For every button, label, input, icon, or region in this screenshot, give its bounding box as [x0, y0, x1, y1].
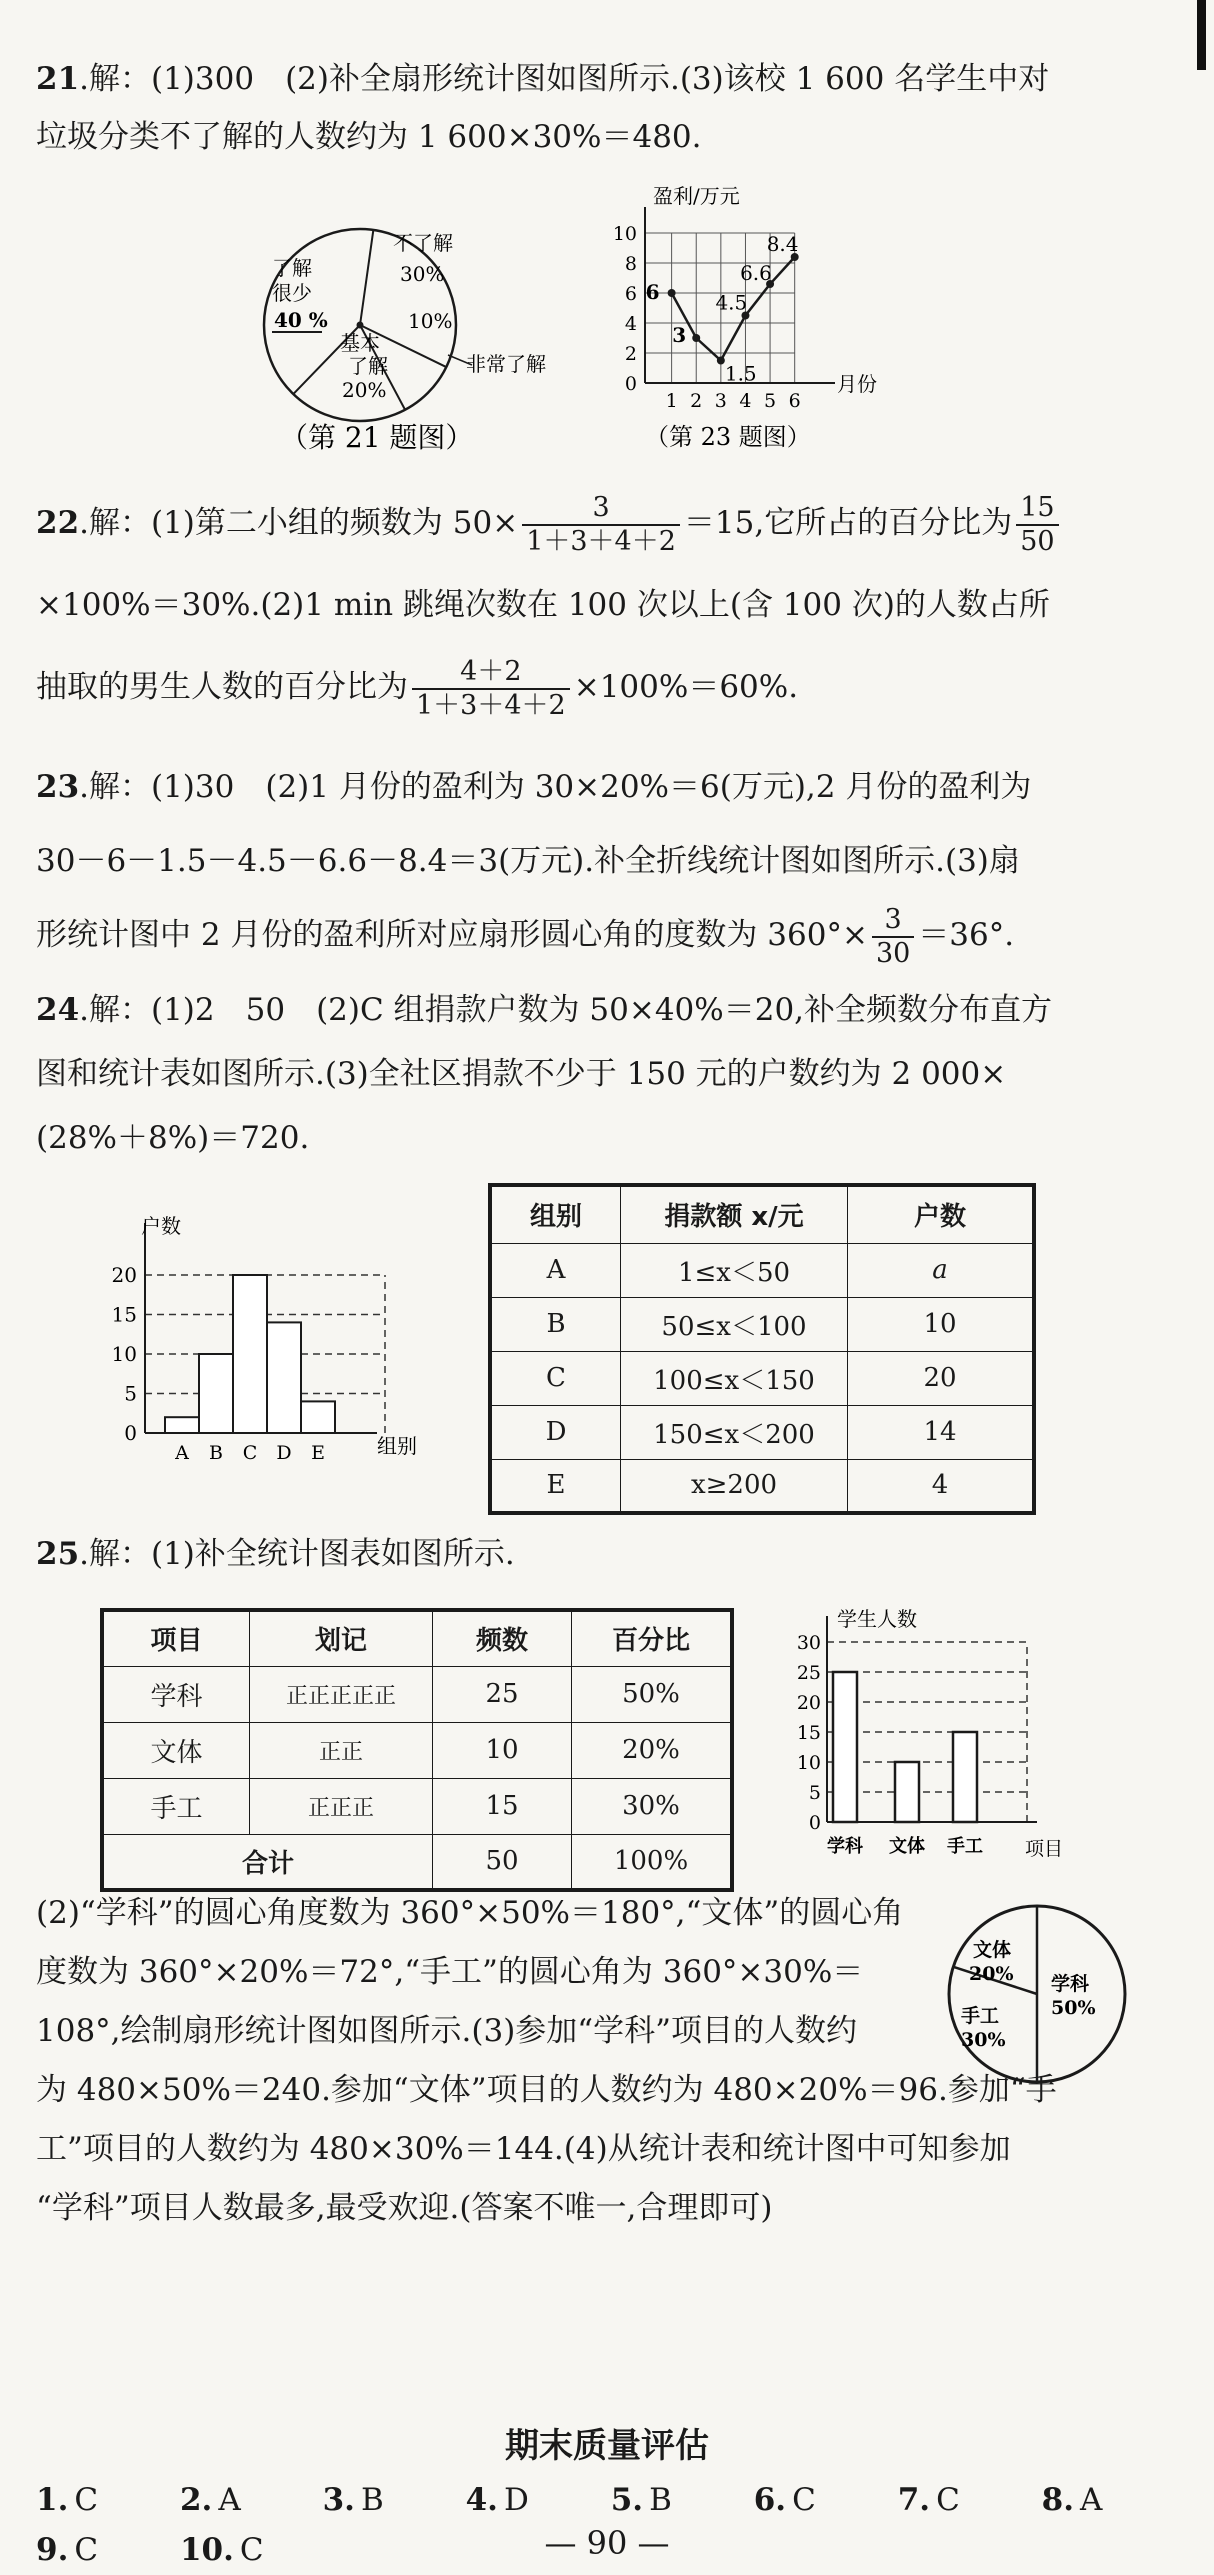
table-cell: 正正正: [250, 1778, 433, 1834]
fig25-ytick-label: 25: [796, 1662, 821, 1684]
q22-text: 22.解：(1)第二小组的频数为 50× $\frac{3}{1+3+4+2}$ ＝15,它所占的百分比为 $\frac{15}{50}$ ×100%＝30%.(2)1 min 跳绳次数在 100 次以上(含 100 次)的人数占所 抽取的男生人数的百分比为 $\frac{4+2}{1+3+4+2}$ ×100%＝60%.: [36, 482, 1136, 728]
answer-item: 1. C: [36, 2482, 99, 2518]
fig25-ytick-label: 30: [796, 1632, 821, 1654]
fig25-ylabel: 学生人数: [837, 1607, 917, 1631]
fig23-ytick-label: 4: [624, 313, 637, 335]
fig25-bar-chart: [785, 1600, 1085, 1860]
table-cell: B: [490, 1297, 621, 1351]
fig24-histogram: [95, 1205, 455, 1475]
q23-text: 23.解：(1)30 (2)1 月份的盈利为 30×20%＝6(万元),2 月份的盈利为 30－6－1.5－4.5－6.6－8.4＝3(万元).补全折线统计图如图所示.(3)扇 形统计图中 2 月份的盈利所对应扇形圆心角的度数为 360°× $\frac{3}{30}$ ＝36°.: [36, 769, 1032, 969]
page-edge-mark: [1197, 0, 1206, 70]
fig23-ytick-label: 2: [624, 343, 637, 365]
table-cell: 20: [848, 1351, 1035, 1405]
fig24-bar: [233, 1275, 267, 1433]
fig23-xtick-label: 3: [714, 390, 727, 412]
table-cell: 50≤x＜100: [621, 1297, 848, 1351]
table-cell: 50%: [572, 1666, 733, 1722]
fig23-point-label: 1.5: [724, 361, 757, 386]
answer-item: 9. C: [36, 2532, 99, 2568]
table24-header: 组别: [490, 1185, 621, 1243]
table-cell: 30%: [572, 1778, 733, 1834]
fig25-ytick-label: 10: [796, 1752, 821, 1774]
table-cell: 150≤x＜200: [621, 1405, 848, 1459]
fig21-label-feichang: 非常了解: [466, 352, 546, 376]
fig23-point-label: 6.6: [740, 261, 772, 285]
table-cell: 1≤x＜50: [621, 1243, 848, 1297]
fig21-label-buliaojie: 不了解: [393, 231, 453, 255]
table-cell: 20%: [572, 1722, 733, 1778]
fig23-xlabel: 月份: [837, 372, 877, 396]
table-cell: C: [490, 1351, 621, 1405]
q22-fraction-1: $\frac{3}{1+3+4+2}$: [522, 492, 680, 556]
table-row: [490, 1297, 1034, 1351]
fig25-pie-label-wenti-pct: 20%: [969, 1963, 1014, 1985]
table-cell: D: [490, 1405, 621, 1459]
fig21-label-henshao-2: 很少: [272, 281, 312, 305]
answer-item: 7. C: [897, 2482, 960, 2518]
table-cell: E: [490, 1459, 621, 1513]
answer-item: 8. A: [1041, 2482, 1103, 2518]
answer-item: 5. B: [610, 2482, 672, 2518]
fig25-pie-label-shougong: 手工: [961, 2005, 1000, 2027]
table-cell: 100≤x＜150: [621, 1351, 848, 1405]
answer-item: 3. B: [322, 2482, 384, 2518]
fig23-ytick-label: 10: [612, 223, 637, 245]
fig24-ytick-label: 5: [124, 1381, 137, 1406]
fig23-data-point: [668, 289, 676, 297]
fig25-pie-chart: [935, 1896, 1145, 2096]
fig23-ytick-label: 0: [624, 373, 637, 395]
q22-fraction-3: $\frac{4+2}{1+3+4+2}$: [412, 656, 570, 720]
fig24-category-label: A: [175, 1442, 189, 1464]
table-cell: 10: [433, 1722, 572, 1778]
fig24-category-label: B: [209, 1442, 223, 1464]
answer-item: 2. A: [179, 2482, 241, 2518]
fig25-ytick-label: 5: [808, 1782, 821, 1804]
section-title: 期末质量评估: [505, 2426, 709, 2466]
fig24-ytick-label: 15: [111, 1302, 137, 1327]
fig23-ytick-label: 6: [624, 283, 637, 305]
table-cell: 14: [848, 1405, 1035, 1459]
q25-part2-text: 为 480×50%＝240.参加“文体”项目的人数约为 480×20%＝96.参加“手 工”项目的人数约为 480×30%＝144.(4)从统计表和统计图中可知参加 “学科”项目人数最多,最受欢迎.(答案不唯一,合理即可): [36, 2072, 1057, 2226]
table-cell: 50: [433, 1834, 572, 1890]
q25-part2-text-wrapped: (2)“学科”的圆心角度数为 360°×50%＝180°,“文体”的圆心角 度数为 360°×20%＝72°,“手工”的圆心角为 360°×30%＝ 108°,绘制扇形统计图如图所示.(3)参加“学科”项目的人数约: [36, 1895, 904, 2049]
fig21-pie-chart: [240, 215, 580, 455]
table-row: [490, 1405, 1034, 1459]
table-cell: a: [848, 1243, 1035, 1297]
table24: [488, 1183, 1036, 1515]
fig21-caption: （第 21 题图）: [280, 421, 474, 454]
fig24-ytick-label: 10: [111, 1342, 137, 1366]
fig23-data-point: [692, 334, 700, 342]
fig23-xtick-label: 6: [788, 390, 801, 412]
table25: [100, 1608, 734, 1892]
q25-text: 25.解：(1)补全统计图表如图所示.: [36, 1536, 515, 1572]
table-cell: A: [490, 1243, 621, 1297]
answer-item: 4. D: [465, 2482, 529, 2518]
fig25-pie-label-xueke-pct: 50%: [1051, 1997, 1096, 2019]
fig24-category-label: D: [276, 1442, 292, 1464]
fig23-point-label: 8.4: [766, 232, 799, 256]
fig25-category-label: 学科: [827, 1836, 863, 1857]
fig21-label-feichang-pct: 10%: [408, 309, 453, 333]
fig21-label-jiben-1: 基本: [340, 331, 380, 355]
fig23-xtick-label: 5: [764, 390, 777, 412]
table25-header: 百分比: [572, 1610, 733, 1666]
table-cell: 正正: [250, 1722, 433, 1778]
fig25-ytick-label: 0: [808, 1812, 821, 1834]
table-cell: 文体: [102, 1722, 250, 1778]
q24-text: 24.解：(1)2 50 (2)C 组捐款户数为 50×40%＝20,补全频数分布直方 图和统计表如图所示.(3)全社区捐款不少于 150 元的户数约为 2 000× (28%＋8%)＝720.: [36, 992, 1053, 1156]
answer-item: 6. C: [753, 2482, 816, 2518]
q23-fraction: $\frac{3}{30}$: [872, 904, 914, 968]
fig25-xlabel: 项目: [1025, 1838, 1064, 1860]
fig25-ytick-label: 20: [796, 1692, 821, 1714]
fig25-bar: [895, 1762, 919, 1822]
table-row: [490, 1351, 1034, 1405]
fig24-category-label: E: [311, 1442, 325, 1464]
table-cell: 手工: [102, 1778, 250, 1834]
table-row: [102, 1666, 732, 1722]
fig23-xtick-label: 1: [665, 390, 678, 412]
table-cell: x≥200: [621, 1459, 848, 1513]
fig21-center-dot: [358, 323, 363, 328]
fig25-category-label: 文体: [889, 1836, 925, 1857]
table-row: [490, 1243, 1034, 1297]
table-cell: 合计: [102, 1834, 433, 1890]
fig25-pie-label-wenti: 文体: [973, 1939, 1012, 1961]
table25-header: 划记: [250, 1610, 433, 1666]
fig24-bar: [267, 1322, 301, 1433]
table-cell: 正正正正正: [250, 1666, 433, 1722]
table-cell: 100%: [572, 1834, 733, 1890]
fig24-ytick-label: 20: [111, 1263, 137, 1287]
fig21-label-henshao-1: 了解: [272, 256, 312, 280]
fig21-label-jiben-pct: 20%: [342, 378, 387, 402]
fig21-label-jiben-2: 了解: [348, 354, 388, 378]
table24-header: 户数: [848, 1185, 1035, 1243]
fig23-data-point: [717, 357, 725, 365]
fig23-xtick-label: 4: [739, 390, 752, 412]
table-cell: 15: [433, 1778, 572, 1834]
fig24-ytick-label: 0: [124, 1421, 137, 1445]
answer-item: 10. C: [179, 2532, 264, 2568]
fig23-ytick-label: 8: [624, 253, 637, 275]
table25-header: 频数: [433, 1610, 572, 1666]
q21-text: 21.解：(1)300 (2)补全扇形统计图如图所示.(3)该校 1 600 名学生中对 垃圾分类不了解的人数约为 1 600×30%＝480.: [36, 61, 1050, 155]
fig25-pie-label-shougong-pct: 30%: [961, 2029, 1006, 2051]
fig25-category-label: 手工: [947, 1836, 983, 1857]
table-row: [102, 1778, 732, 1834]
table-cell: 25: [433, 1666, 572, 1722]
fig25-bar: [953, 1732, 977, 1822]
table-cell: 4: [848, 1459, 1035, 1513]
fig21-label-henshao-pct: 40 %: [274, 308, 328, 332]
fig23-line-chart: [605, 185, 895, 455]
fig24-bar: [301, 1401, 335, 1433]
fig25-ytick-label: 15: [796, 1722, 821, 1744]
fig23-xtick-label: 2: [690, 390, 703, 412]
fig23-point-label: 4.5: [715, 290, 748, 315]
table-cell: 学科: [102, 1666, 250, 1722]
fig25-bar: [833, 1672, 857, 1822]
table25-header: 项目: [102, 1610, 250, 1666]
table-row: [102, 1834, 732, 1890]
fig24-category-label: C: [242, 1442, 258, 1464]
fig25-pie-label-xueke: 学科: [1051, 1973, 1090, 1995]
fig23-point-label: 3: [672, 323, 687, 347]
table-row: [490, 1459, 1034, 1513]
q22-fraction-2: $\frac{15}{50}$: [1016, 492, 1058, 556]
fig23-ylabel: 盈利/万元: [653, 185, 740, 208]
fig24-xlabel: 组别: [377, 1434, 417, 1458]
fig24-ylabel: 户数: [141, 1214, 181, 1238]
fig21-slice-boundary: [360, 230, 373, 325]
fig23-caption: （第 23 题图）: [645, 423, 811, 451]
fig21-label-buliaojie-pct: 30%: [400, 262, 445, 286]
table-row: [102, 1722, 732, 1778]
table-cell: 10: [848, 1297, 1035, 1351]
fig24-bar: [199, 1354, 233, 1433]
fig23-point-label: 6: [645, 280, 660, 304]
table24-header: 捐款额 x/元: [621, 1185, 848, 1243]
fig24-bar: [165, 1417, 199, 1433]
page-number: — 90 —: [544, 2524, 670, 2562]
